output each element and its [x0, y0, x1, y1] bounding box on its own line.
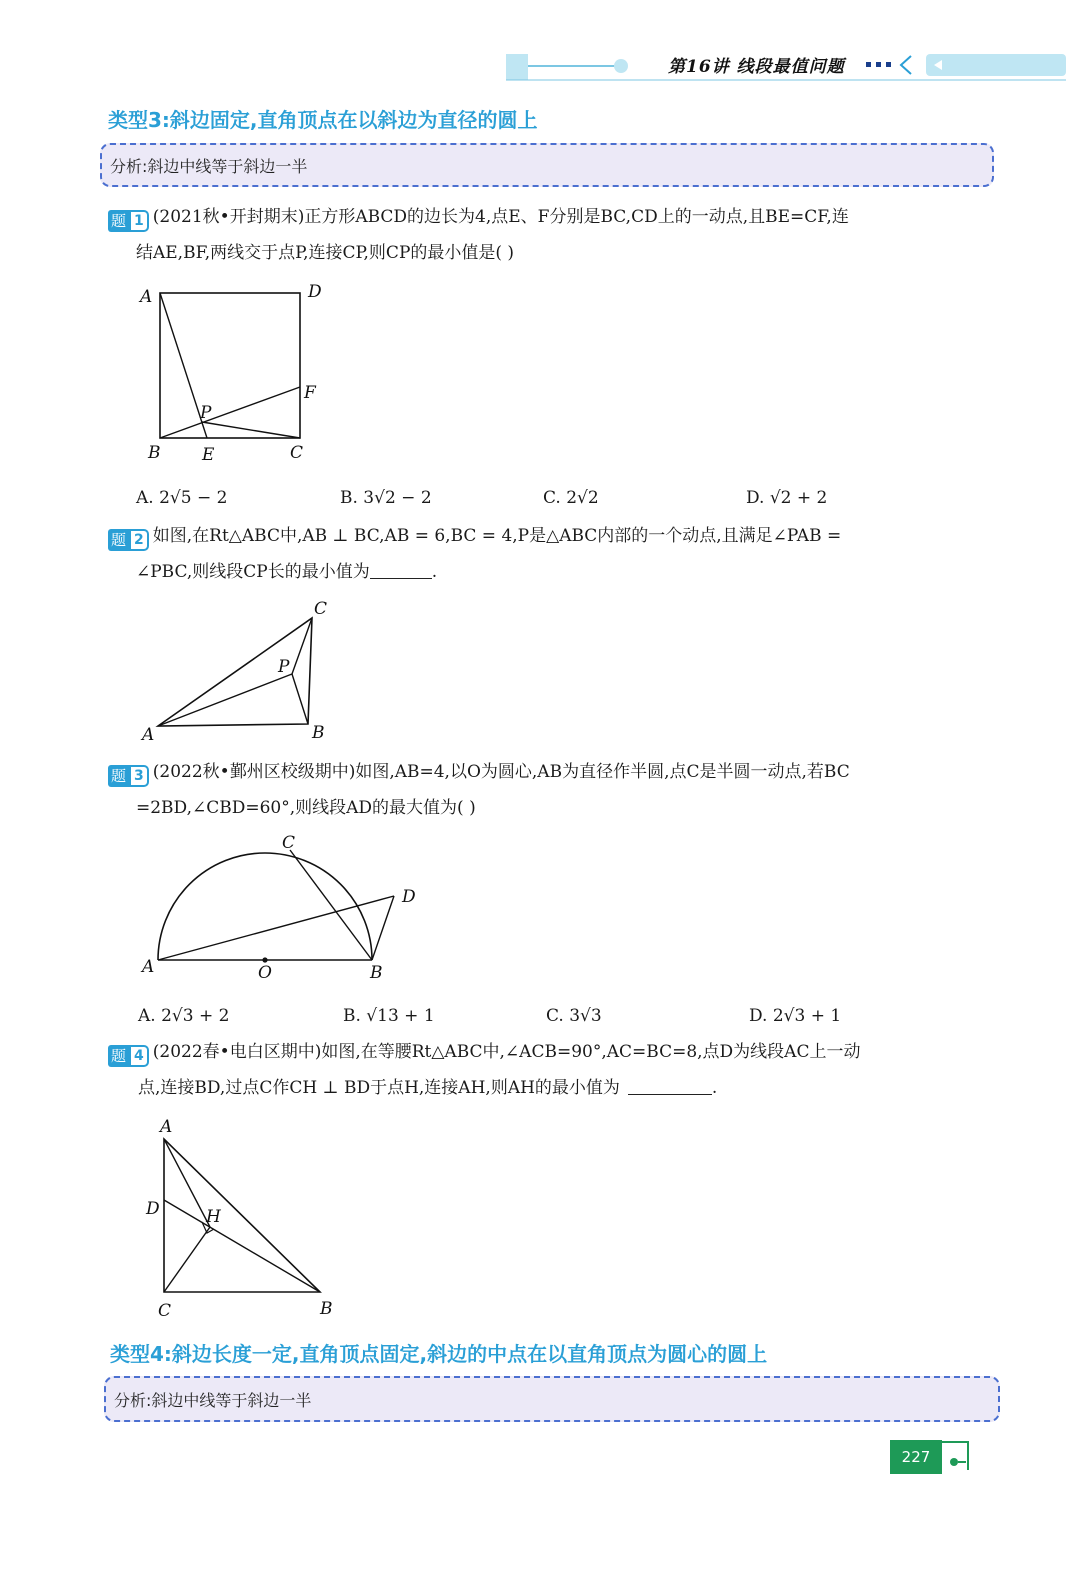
label-A: A [142, 725, 155, 745]
label-F: F [304, 383, 316, 403]
label-E: E [202, 445, 215, 465]
question-badge: 题 2 [108, 529, 149, 551]
option-d[interactable]: D. 2√3 + 1 [749, 1006, 842, 1026]
label-P: P [278, 657, 290, 677]
question-3-line2: =2BD,∠CBD=60°,则线段AD的最大值为( ) [136, 798, 476, 818]
option-b[interactable]: B. √13 + 1 [343, 1006, 435, 1026]
answer-blank[interactable] [628, 1076, 712, 1095]
question-2-figure [130, 596, 340, 746]
section-title-type4: 类型4:斜边长度一定,直角顶点固定,斜边的中点在以直角顶点为圆心的圆上 [110, 1342, 768, 1366]
label-H: H [206, 1207, 221, 1227]
section-title-type3: 类型3:斜边固定,直角顶点在以斜边为直径的圆上 [108, 108, 538, 132]
question-1-line1: 题 1 (2021秋•开封期末)正方形ABCD的边长为4,点E、F分别是BC,CD上的一动点,且BE=CF,连 [108, 199, 849, 235]
analysis-box-type3 [100, 143, 994, 187]
label-C: C [314, 599, 328, 619]
label-D: D [402, 887, 416, 907]
label-O: O [258, 963, 272, 983]
option-a[interactable]: A. 2√3 + 2 [138, 1006, 230, 1026]
label-A: A [140, 287, 153, 307]
option-d[interactable]: D. √2 + 2 [746, 488, 828, 508]
question-4-figure [130, 1112, 350, 1322]
option-c[interactable]: C. 3√3 [546, 1006, 602, 1026]
label-P: P [200, 403, 212, 423]
label-C: C [282, 833, 296, 853]
question-4-line1: 题 4 (2022春•电白区期中)如图,在等腰Rt△ABC中,∠ACB=90°,AC=BC=8,点D为线段AC上一动 [108, 1034, 860, 1070]
question-1-figure [130, 280, 330, 470]
label-C: C [290, 443, 304, 463]
question-badge: 题 4 [108, 1045, 149, 1067]
question-4-line2: 点,连接BD,过点C作CH ⊥ BD于点H,连接AH,则AH的最小值为 . [138, 1078, 718, 1098]
label-A: A [160, 1117, 173, 1137]
label-B: B [320, 1299, 333, 1319]
question-badge: 题 3 [108, 765, 149, 787]
question-badge: 题 1 [108, 210, 149, 232]
label-B: B [312, 723, 325, 743]
question-2-line1: 题 2 如图,在Rt△ABC中,AB ⊥ BC,AB = 6,BC = 4,P是△ABC内部的一个动点,且满足∠PAB = [108, 518, 841, 554]
label-B: B [148, 443, 161, 463]
question-3-figure [130, 830, 430, 990]
label-C: C [158, 1301, 172, 1321]
page-number: 227 [890, 1440, 942, 1474]
analysis-text: 分析:斜边中线等于斜边一半 [114, 1390, 312, 1410]
analysis-text: 分析:斜边中线等于斜边一半 [110, 156, 308, 176]
label-B: B [370, 963, 383, 983]
question-1-options [0, 488, 1080, 512]
answer-blank[interactable] [370, 560, 432, 579]
page-corner-icon [942, 1440, 972, 1476]
question-1-line2: 结AE,BF,两线交于点P,连接CP,则CP的最小值是( ) [136, 243, 515, 263]
option-c[interactable]: C. 2√2 [543, 488, 599, 508]
label-D: D [308, 282, 322, 302]
question-2-line2: ∠PBC,则线段CP长的最小值为 . [136, 562, 438, 582]
analysis-box-type4 [104, 1376, 1000, 1422]
chapter-title: 第16讲 线段最值问题 [668, 57, 845, 77]
option-a[interactable]: A. 2√5 − 2 [136, 488, 228, 508]
question-3-options [0, 1006, 1080, 1030]
label-A: A [142, 957, 155, 977]
label-D: D [146, 1199, 160, 1219]
question-3-line1: 题 3 (2022秋•鄞州区校级期中)如图,AB=4,以O为圆心,AB为直径作半圆,点C是半圆一动点,若BC [108, 754, 850, 790]
option-b[interactable]: B. 3√2 − 2 [340, 488, 432, 508]
